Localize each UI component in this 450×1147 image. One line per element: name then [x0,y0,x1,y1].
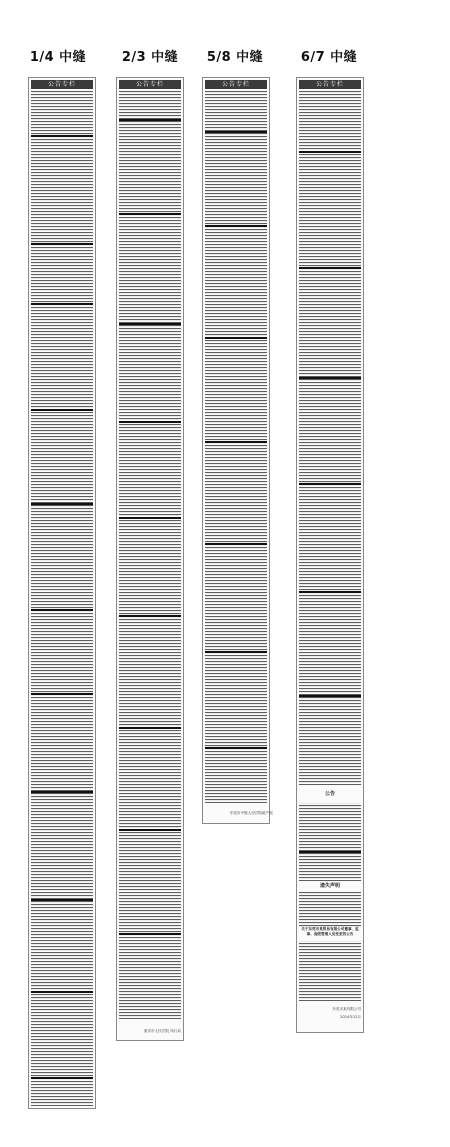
notice-divider [119,933,181,935]
notice-strip-4 [296,77,364,1033]
notice-divider [119,517,181,519]
notice-subtitle: 遗失声明 [299,883,361,890]
notice-divider [119,213,181,215]
notice-divider [299,267,361,269]
notice-title: 公告 [299,791,361,798]
notice-divider [31,503,93,505]
footer-date: 2024年12月 [324,1015,361,1020]
column-title-4: 6/7 中缝 [300,50,358,65]
notice-divider [205,337,267,339]
notice-divider [299,695,361,697]
column-title-1: 1/4 中缝 [29,50,87,65]
notice-divider [31,609,93,611]
strip-header: 公告专栏 [119,80,181,89]
notice-divider [31,899,93,901]
strip-text-body [299,91,361,1030]
notice-divider [205,651,267,653]
notice-divider [205,131,267,133]
notice-divider [119,421,181,423]
notice-divider [119,119,181,121]
notice-divider [31,135,93,137]
notice-divider [119,323,181,325]
notice-divider [31,409,93,411]
strip-header: 公告专栏 [299,80,361,89]
footer-signature: 东莞市某有限公司 [324,1007,361,1012]
notice-divider [299,851,361,853]
notice-divider [31,1077,93,1079]
notice-divider [119,615,181,617]
strip-text-body [205,91,273,821]
notice-divider [299,591,361,593]
notice-divider [31,303,93,305]
notice-divider [31,243,93,245]
notice-divider [31,791,93,793]
strip-header: 公告专栏 [31,80,93,89]
footer-signature: 东莞市中级人民法院破产庭 [229,811,273,815]
notice-strip-2 [116,77,184,1041]
column-title-2: 2/3 中缝 [121,50,179,65]
notice-divider [119,829,181,831]
strip-header: 公告专栏 [205,80,267,89]
notice-divider [299,483,361,485]
notice-divider [205,225,267,227]
footer-signature: 重庆市人民法院 执行局 [143,1029,181,1033]
strip-text-body [31,91,93,1106]
notice-divider [31,991,93,993]
notice-divider [205,543,267,545]
notice-divider [119,727,181,729]
notice-divider [299,377,361,379]
notice-strip-3 [202,77,273,824]
notice-heading: 关于东莞市某贸易有限公司董事、监事、高级管理人员变更的公告 [299,927,361,937]
column-title-3: 5/8 中缝 [206,50,264,65]
notice-divider [31,693,93,695]
strip-text-body [119,91,181,1038]
notice-strip-1 [28,77,96,1109]
notice-divider [205,747,267,749]
notice-divider [205,441,267,443]
notice-divider [299,151,361,153]
